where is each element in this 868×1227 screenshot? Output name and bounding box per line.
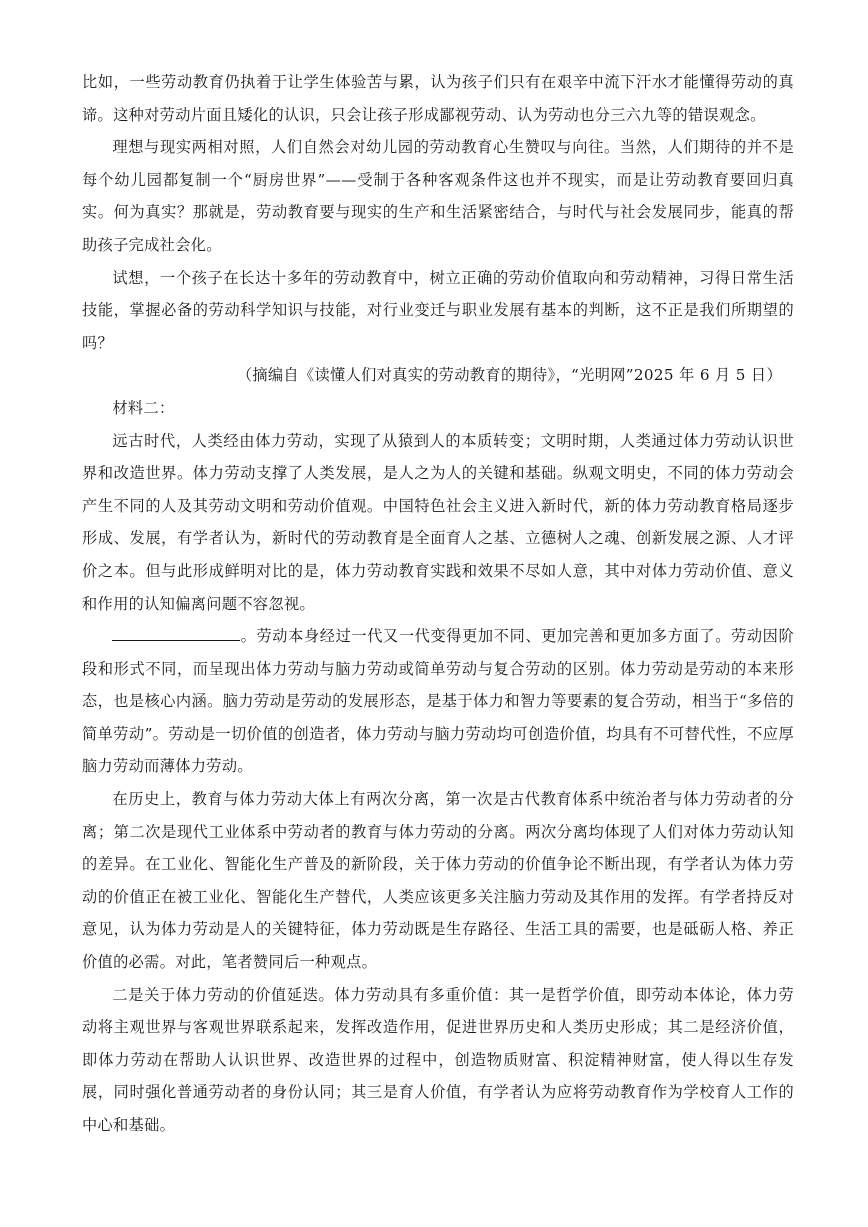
paragraph-lishi: 在历史上，教育与体力劳动大体上有两次分离，第一次是古代教育体系中统治者与体力劳动者的分离；第二次是现代工业体系中劳动者的教育与体力劳动的分离。两次分离均体现了人们对体力劳动认知的差异。在工业化、智能化生产普及的新阶段，关于体力劳动的价值争论不断出现，有学者认为体力劳动的价值正在被工业化、智能化生产替代，人类应该更多关注脑力劳动及其作用的发挥。有学者持反对意见，认为体力劳动是人的关键特征，体力劳动既是生存路径、生活工具的需要，也是砥砺人格、养正价值的必需。对此，笔者赞同后一种观点。 <box>82 790 794 972</box>
paragraph-bili: 比如，一些劳动教育仍执着于让学生体验苦与累，认为孩子们只有在艰辛中流下汗水才能懂得劳动的真谛。这种对劳动片面且矮化的认识，只会让孩子形成鄙视劳动、认为劳动也分三六九等的错误观念。 <box>82 73 794 124</box>
material-two-label: 材料二： <box>112 398 175 417</box>
paragraph-blank-text: 。劳动本身经过一代又一代变得更加不同、更加完善和更加多方面了。劳动因阶段和形式不同，而呈现出体力劳动与脑力劳动或简单劳动与复合劳动的区别。体力劳动是劳动的本来形态，也是核心内涵。脑力劳动是劳动的发展形态，是基于体力和智力等要素的复合劳动，相当于“多倍的简单劳动”。劳动是一切价值的创造者，体力劳动与脑力劳动均可创造价值，均具有不可替代性，不应厚脑力劳动而薄体力劳动。 <box>82 627 794 776</box>
paragraph-shixiang: 试想，一个孩子在长达十多年的劳动教育中，树立正确的劳动价值取向和劳动精神，习得日常生活技能，掌握必备的劳动科学知识与技能，对行业变迁与职业发展有基本的判断，这不正是我们所期望的吗？ <box>82 268 794 352</box>
paragraph-erli: 二是关于体力劳动的价值延迭。体力劳动具有多重价值：其一是哲学价值，即劳动本体论，体力劳动将主观世界与客观世界联系起来，发挥改造作用，促进世界历史和人类历史形成；其二是经济价值，即体力劳动在帮助人认识世界、改造世界的过程中，创造物质财富、积淀精神财富，使人得以生存发展，同时强化普通劳动者的身份认同；其三是育人价值，有学者认为应将劳动教育作为学校育人工作的中心和基础。 <box>82 985 794 1134</box>
paragraph-yuangu: 远古时代，人类经由体力劳动，实现了从猿到人的本质转变；文明时期，人类通过体力劳动认识世界和改造世界。体力劳动支撑了人类发展，是人之为人的关键和基础。纵观文明史，不同的体力劳动会产生不同的人及其劳动文明和劳动价值观。中国特色社会主义进入新时代，新的体力劳动教育格局逐步形成、发展，有学者认为，新时代的劳动教育是全面育人之基、立德树人之魂、创新发展之源、人才评价之本。但与此形成鲜明对比的是，体力劳动教育实践和效果不尽如人意，其中对体力劳动价值、意义和作用的认知偏离问题不容忽视。 <box>82 431 794 613</box>
paragraph-lixiang: 理想与现实两相对照，人们自然会对幼儿园的劳动教育心生赞叹与向往。当然，人们期待的并不是每个幼儿园都复制一个“厨房世界”——受制于各种客观条件这也并不现实，而是让劳动教育要回归真实。何为真实？那就是，劳动教育要与现实的生产和生活紧密结合，与时代与社会发展同步，能真的帮助孩子完成社会化。 <box>82 138 794 254</box>
fill-in-blank[interactable] <box>112 622 240 641</box>
source-citation: （摘编自《读懂人们对真实的劳动教育的期待》，“光明网”2025 年 6 月 5 日） <box>236 366 782 385</box>
article-body <box>82 66 794 1142</box>
paragraph-blank-fill <box>82 620 794 783</box>
